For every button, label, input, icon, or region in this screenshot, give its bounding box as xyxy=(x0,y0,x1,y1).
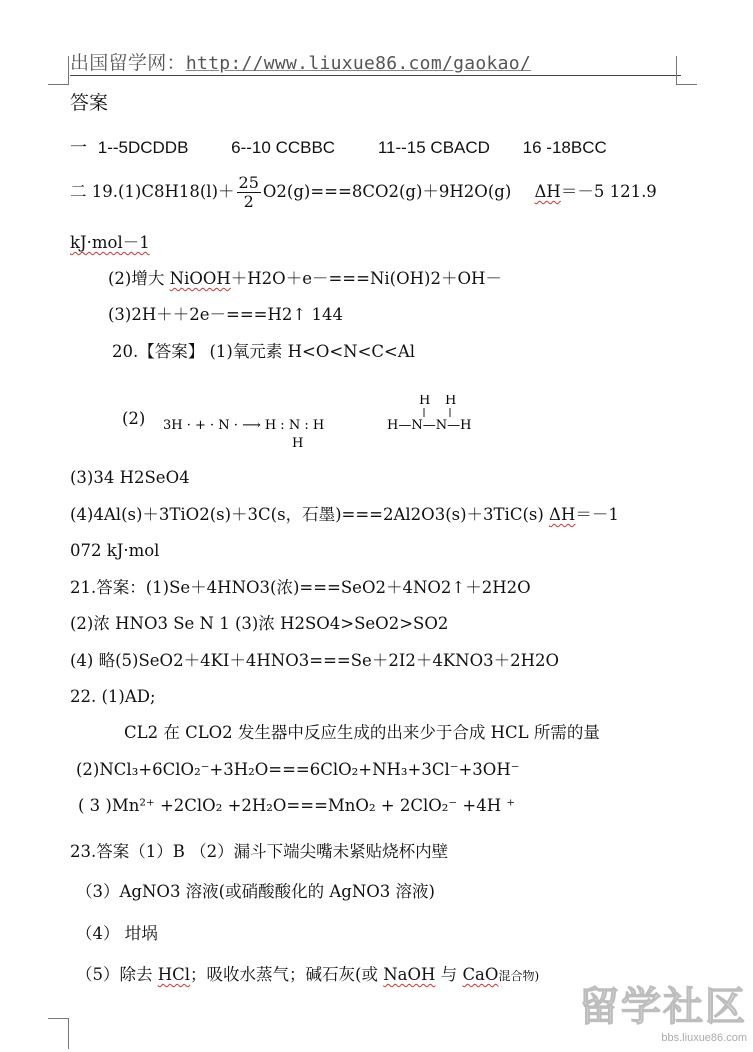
section-one-label: 一 xyxy=(70,138,87,157)
mc-range-1: 1--5DCDDB xyxy=(97,138,189,157)
q19-unit: kJ·mol－1 xyxy=(70,233,150,252)
q19-line1: 二 19.(1)C8H18(l)＋ $\frac{25}{2}$ O2(g)===8CO2(g)＋9H2O(g) ΔH＝－5 121.9 xyxy=(70,173,657,211)
mc-range-3: 11--15 CBACD xyxy=(377,138,490,157)
lewis-h-bottom: H xyxy=(292,436,304,451)
crop-mark-top-left xyxy=(48,56,69,85)
watermark-url: bbs.liuxue86.com xyxy=(661,1032,747,1044)
header-url[interactable]: http://www.liuxue86.com/gaokao/ xyxy=(185,53,532,74)
q21-line1: 21.答案：(1)Se＋4HNO3(浓)===SeO2＋4NO2↑＋2H2O xyxy=(70,578,531,597)
header-rule xyxy=(70,75,681,76)
q23-line4: （5）除去 HCl；吸收水蒸气；碱石灰(或 NaOH 与 CaO混合物) xyxy=(76,965,540,984)
q20-part2-label: (2) xyxy=(122,409,146,428)
q20-part3: (3)34 H2SeO4 xyxy=(70,468,190,487)
delta-h: ΔH xyxy=(534,182,561,201)
watermark-brand: 留学社区 xyxy=(579,985,747,1029)
struct-chain: H—N—N—H xyxy=(387,418,472,433)
q22-line1: 22. (1)AD; xyxy=(70,687,156,706)
struct-h-top-2: H xyxy=(445,395,457,408)
crop-mark-bottom-left xyxy=(48,1018,69,1049)
answer-title: 答案 xyxy=(70,93,109,114)
q20-part4: (4)4Al(s)＋3TiO2(s)＋3C(s，石墨)===2Al2O3(s)＋3TiC(s) ΔH＝－1 xyxy=(70,505,619,524)
page-header xyxy=(70,48,531,75)
q22-line3: (2)NCl₃+6ClO₂⁻+3H₂O===6ClO₂+NH₃+3Cl⁻+3OH⁻ xyxy=(76,760,520,779)
q20-line1: 20.【答案】 (1)氧元素 H<O<N<C<Al xyxy=(112,342,416,361)
section-one xyxy=(70,137,607,159)
q20-part4-unit: 072 kJ·mol xyxy=(70,541,160,560)
struct-h-top-1: H xyxy=(419,395,431,408)
crop-mark-top-right xyxy=(676,56,697,85)
fraction: $\frac{25}{2}$ xyxy=(238,173,259,211)
q22-line4: ( 3 )Mn²⁺ +2ClO₂ +2H₂O===MnO₂ + 2ClO₂⁻ +4H ⁺ xyxy=(78,796,516,815)
header-site: 出国留学网： xyxy=(70,53,186,74)
mc-range-4: 16 -18BCC xyxy=(522,138,607,157)
watermark xyxy=(579,975,747,1044)
q19-part3: (3)2H＋＋2e－===H2↑ 144 xyxy=(108,305,343,324)
q23-line1: 23.答案（1）B （2）漏斗下端尖嘴未紧贴烧杯内壁 xyxy=(70,842,449,861)
q23-line2: （3）AgNO3 溶液(或硝酸酸化的 AgNO3 溶液) xyxy=(76,882,435,901)
q22-line2: CL2 在 CLO2 发生器中反应生成的出来少于合成 HCL 所需的量 xyxy=(124,723,600,742)
q19-part2: (2)增大 NiOOH＋H2O＋e－===Ni(OH)2＋OH－ xyxy=(108,269,502,288)
mc-range-2: 6--10 CCBBC xyxy=(231,138,336,157)
q21-line3: (4) 略(5)SeO2＋4KI＋4HNO3===Se＋2I2＋4KNO3＋2H2O xyxy=(70,651,560,670)
q21-line2: (2)浓 HNO3 Se N 1 (3)浓 H2SO4>SeO2>SO2 xyxy=(70,614,449,633)
lewis-structure-diagram xyxy=(155,395,495,455)
lewis-equation: 3H · + · N · ⟶ H : N : H xyxy=(163,418,325,433)
q23-line3: （4） 坩埚 xyxy=(76,924,158,943)
